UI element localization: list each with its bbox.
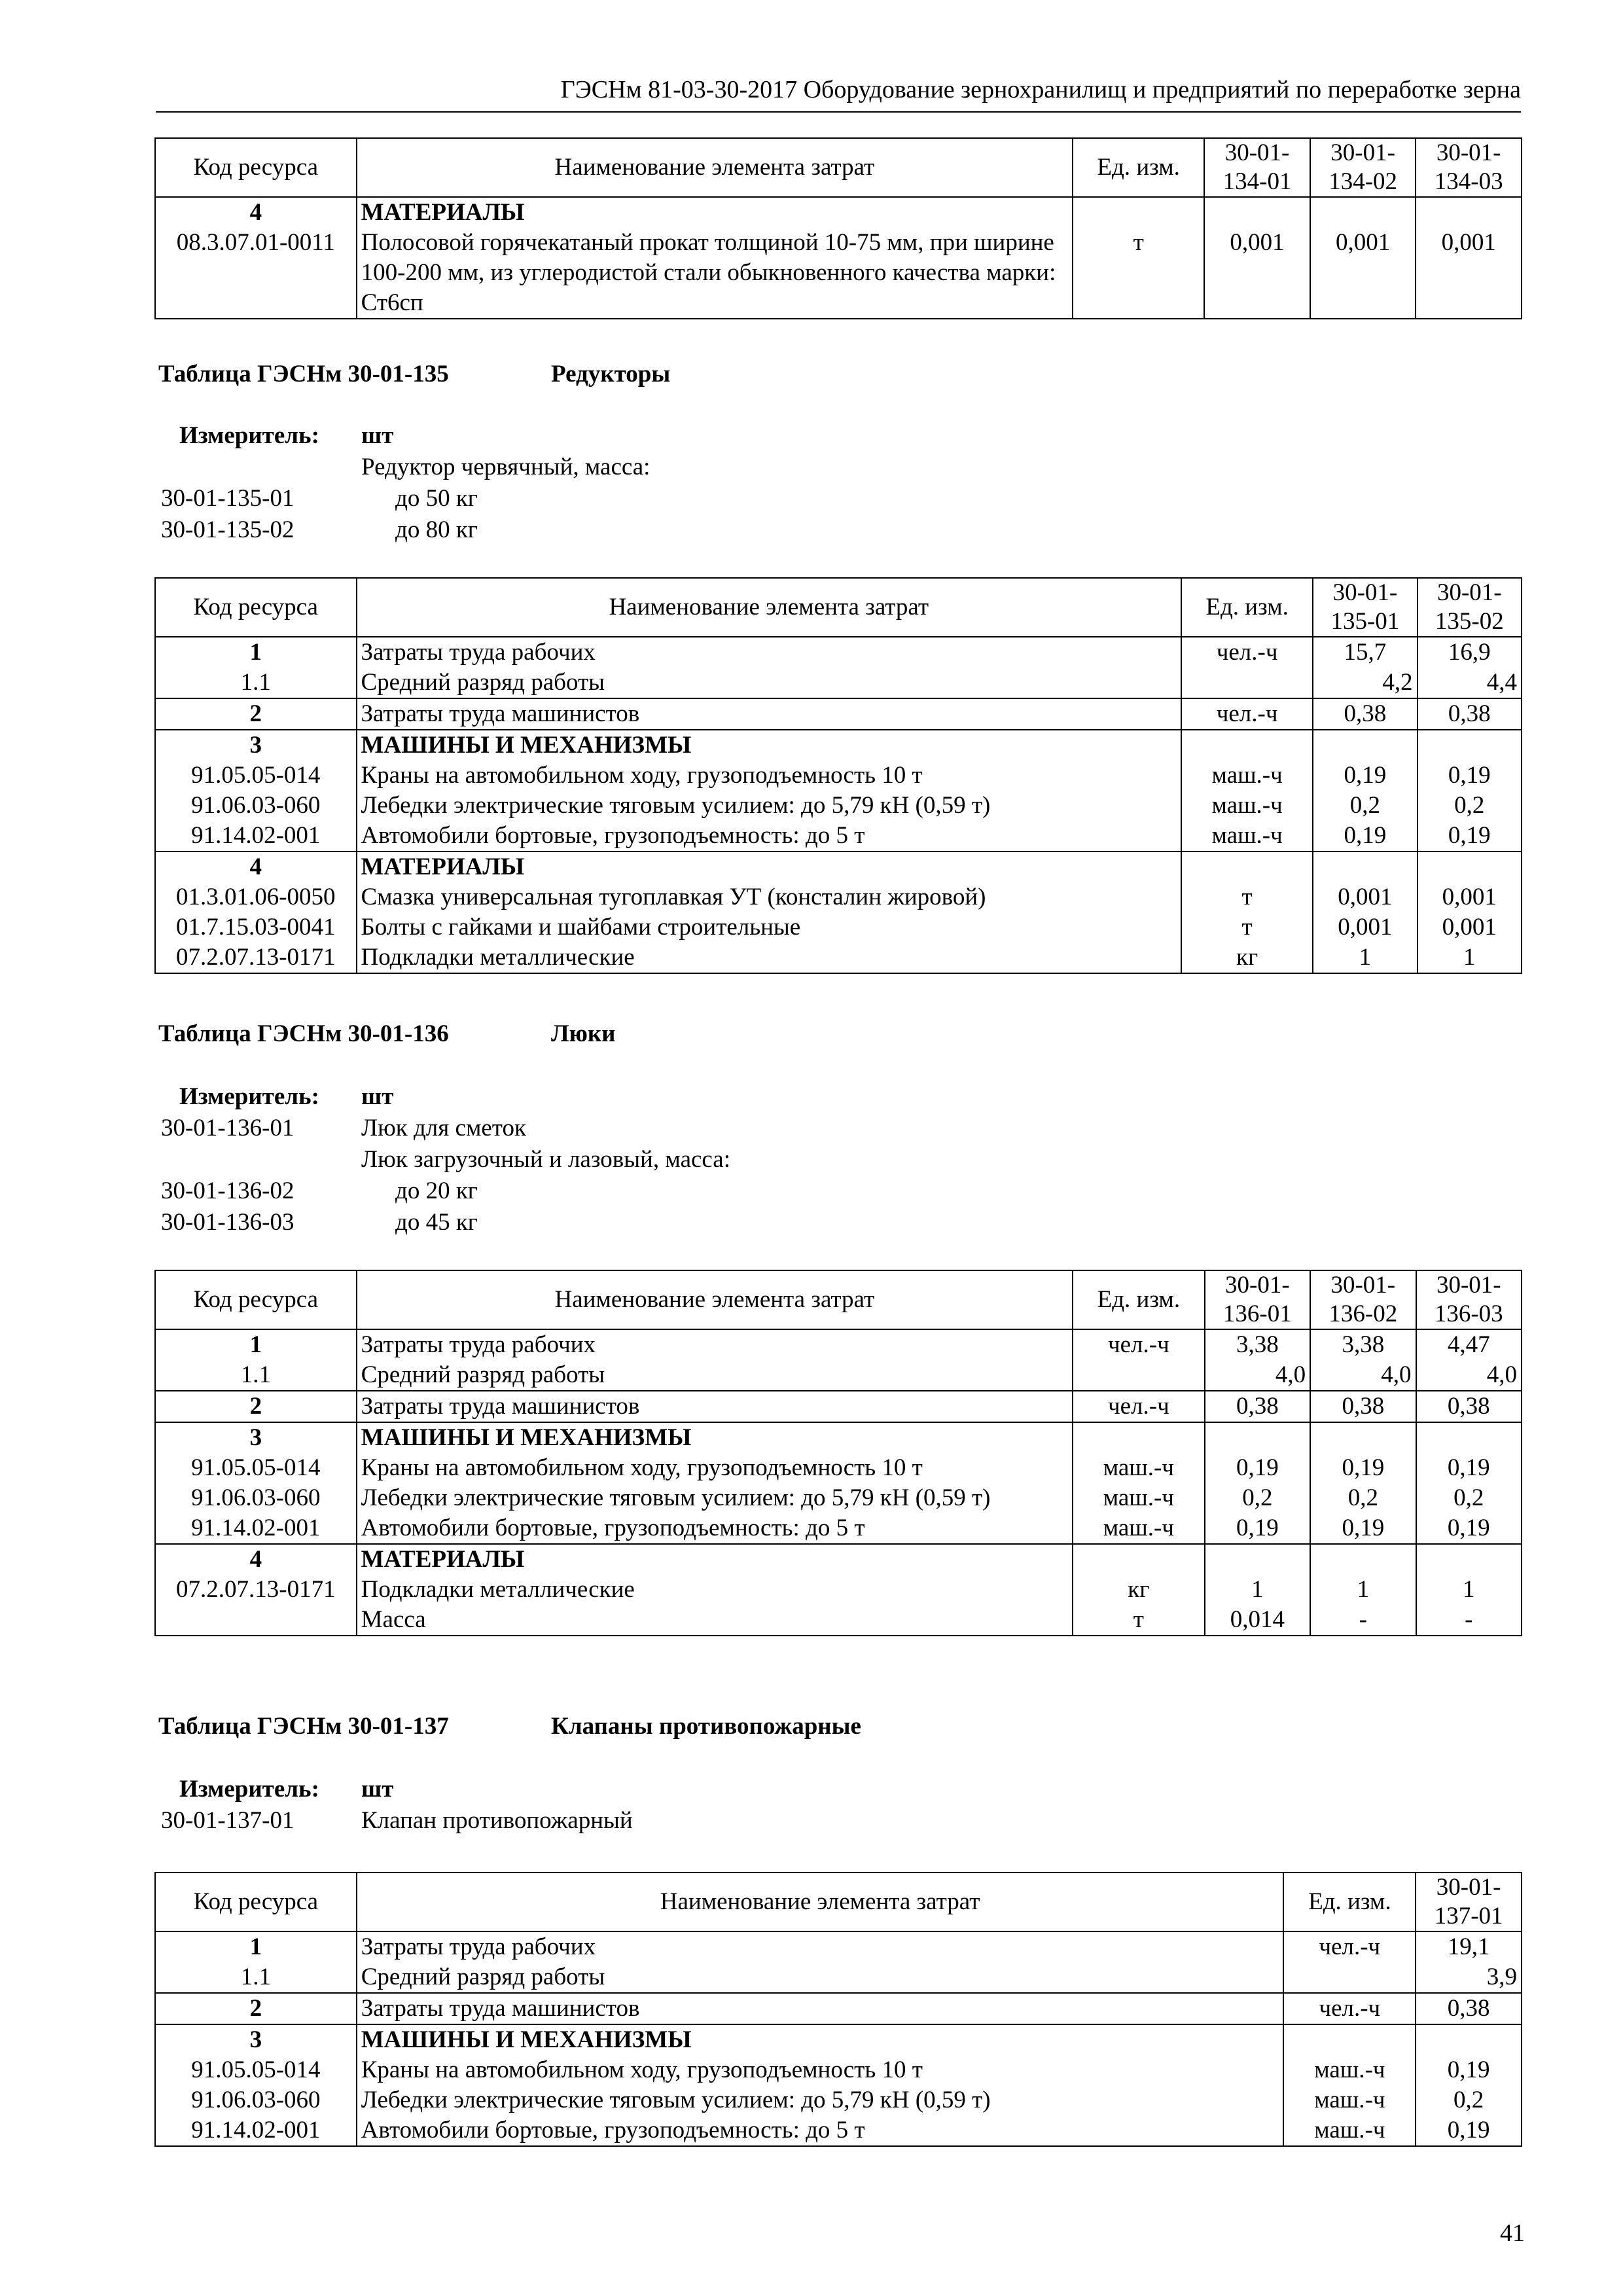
norm-value xyxy=(1310,1544,1416,1575)
resource-code: 2 xyxy=(155,698,357,730)
norm-value: 0,001 xyxy=(1418,882,1522,912)
norm-value: 0,2 xyxy=(1313,791,1417,821)
norm-value: 0,001 xyxy=(1416,228,1522,319)
header-code: Код ресурса xyxy=(155,578,357,637)
norm-value: 0,001 xyxy=(1310,228,1416,319)
norm-description-row xyxy=(161,1207,730,1238)
norm-value xyxy=(1416,197,1522,228)
table-row xyxy=(155,1962,1522,1993)
resource-code: 3 xyxy=(155,1422,357,1453)
norm-value: 0,38 xyxy=(1313,698,1417,730)
norm-value: 0,38 xyxy=(1416,1391,1522,1422)
header-norm-column: 30-01- 134-01 xyxy=(1204,138,1310,197)
resource-code: 91.06.03-060 xyxy=(155,791,357,821)
resource-name: Масса xyxy=(357,1605,1073,1636)
table-137-meter xyxy=(161,1774,633,1837)
norm-value: 0,38 xyxy=(1418,698,1522,730)
norm-value xyxy=(1418,730,1522,761)
table-row xyxy=(155,2085,1522,2115)
norm-value: 3,38 xyxy=(1205,1329,1311,1360)
norm-value xyxy=(1418,852,1522,882)
table-row xyxy=(155,1483,1522,1513)
resource-name: МАШИНЫ И МЕХАНИЗМЫ xyxy=(357,2024,1284,2055)
table-135-title xyxy=(158,360,670,388)
table-row xyxy=(155,852,1522,882)
resource-code: 01.7.15.03-0041 xyxy=(155,912,357,942)
resource-name: МАТЕРИАЛЫ xyxy=(357,197,1073,228)
table-row xyxy=(155,1544,1522,1575)
resource-unit: т xyxy=(1073,228,1204,319)
table-137-name: Клапаны противопожарные xyxy=(551,1713,861,1740)
resource-unit: чел.-ч xyxy=(1073,1391,1204,1422)
resource-name: Краны на автомобильном ходу, грузоподъемность 10 т xyxy=(357,2055,1284,2085)
norm-value: 1 xyxy=(1310,1575,1416,1605)
table-row xyxy=(155,882,1522,912)
header-name: Наименование элемента затрат xyxy=(357,138,1073,197)
norm-value: 4,47 xyxy=(1416,1329,1522,1360)
resource-unit: т xyxy=(1073,1605,1204,1636)
table-135-label: Таблица ГЭСНм 30-01-135 xyxy=(158,361,449,387)
header-norm-column: 30-01- 134-02 xyxy=(1310,138,1416,197)
resource-name: Автомобили бортовые, грузоподъемность: до 5 т xyxy=(357,2115,1284,2146)
norm-value: 3,9 xyxy=(1416,1962,1522,1993)
resource-code: 91.14.02-001 xyxy=(155,2115,357,2146)
table-row xyxy=(155,1391,1522,1422)
resource-unit xyxy=(1181,730,1313,761)
resource-unit: кг xyxy=(1073,1575,1204,1605)
header-code: Код ресурса xyxy=(155,1873,357,1931)
table-row xyxy=(155,2055,1522,2085)
norm-value: 0,38 xyxy=(1205,1391,1311,1422)
table-row xyxy=(155,698,1522,730)
table-136-label: Таблица ГЭСНм 30-01-136 xyxy=(158,1020,449,1047)
header-code: Код ресурса xyxy=(155,138,357,197)
resource-name: МАШИНЫ И МЕХАНИЗМЫ xyxy=(357,1422,1073,1453)
table-row xyxy=(155,2115,1522,2146)
table-header-row xyxy=(155,138,1522,197)
header-unit: Ед. изм. xyxy=(1181,578,1313,637)
resource-name: Лебедки электрические тяговым усилием: до 5,79 кН (0,59 т) xyxy=(357,1483,1073,1513)
resource-unit: маш.-ч xyxy=(1181,821,1313,852)
norm-description-row xyxy=(161,514,650,546)
norm-value: 0,001 xyxy=(1418,912,1522,942)
norm-description-row xyxy=(161,483,650,514)
resource-name: Подкладки металлические xyxy=(357,1575,1073,1605)
norm-value: 0,2 xyxy=(1205,1483,1311,1513)
header-unit: Ед. изм. xyxy=(1073,1270,1204,1329)
norm-text: Люк загрузочный и лазовый, масса: xyxy=(361,1146,730,1173)
table-row xyxy=(155,637,1522,668)
resource-unit: маш.-ч xyxy=(1073,1453,1204,1483)
table-row xyxy=(155,197,1522,228)
resource-unit xyxy=(1181,668,1313,698)
page-header: ГЭСНм 81-03-30-2017 Оборудование зернохранилищ и предприятий по переработке зерна xyxy=(156,73,1521,113)
norm-value: 4,0 xyxy=(1205,1360,1311,1391)
resource-unit: чел.-ч xyxy=(1283,1931,1416,1962)
norm-text: до 20 кг xyxy=(395,1177,478,1204)
norm-description-row xyxy=(161,1805,633,1837)
norm-code xyxy=(161,452,361,483)
resource-unit: маш.-ч xyxy=(1283,2115,1416,2146)
resource-code: 91.05.05-014 xyxy=(155,2055,357,2085)
meter-row xyxy=(161,1774,633,1805)
norm-value: - xyxy=(1310,1605,1416,1636)
table-row xyxy=(155,1575,1522,1605)
table-row xyxy=(155,912,1522,942)
resource-code: 4 xyxy=(155,197,357,228)
norm-value: 15,7 xyxy=(1313,637,1417,668)
norm-value: 0,19 xyxy=(1416,2055,1522,2085)
resource-name: Краны на автомобильном ходу, грузоподъемность 10 т xyxy=(357,1453,1073,1483)
resource-code: 91.06.03-060 xyxy=(155,2085,357,2115)
resource-name: Средний разряд работы xyxy=(357,668,1182,698)
resource-name: Затраты труда рабочих xyxy=(357,637,1182,668)
table-row xyxy=(155,1513,1522,1544)
resource-name: Затраты труда машинистов xyxy=(357,1993,1284,2024)
table-136-name: Люки xyxy=(551,1020,616,1047)
resource-table-134 xyxy=(154,137,1522,319)
resource-unit: маш.-ч xyxy=(1181,761,1313,791)
norm-value: 1 xyxy=(1416,1575,1522,1605)
norm-value: 0,19 xyxy=(1205,1513,1311,1544)
resource-unit xyxy=(1181,852,1313,882)
norm-value: 1 xyxy=(1205,1575,1311,1605)
header-code: Код ресурса xyxy=(155,1270,357,1329)
header-unit: Ед. изм. xyxy=(1283,1873,1416,1931)
norm-value: 0,19 xyxy=(1418,761,1522,791)
table-row xyxy=(155,1931,1522,1962)
table-row xyxy=(155,228,1522,319)
resource-name: Полосовой горячекатаный прокат толщиной 10-75 мм, при ширине 100-200 мм, из углеродистой стали обыкновенного качества марки: Ст6сп xyxy=(357,228,1073,319)
resource-code: 3 xyxy=(155,730,357,761)
header-name: Наименование элемента затрат xyxy=(357,1873,1284,1931)
norm-value: 0,014 xyxy=(1205,1605,1311,1636)
resource-name: Затраты труда рабочих xyxy=(357,1329,1073,1360)
table-header-row xyxy=(155,578,1522,637)
norm-code: 30-01-136-03 xyxy=(161,1209,294,1236)
table-row xyxy=(155,2024,1522,2055)
norm-value: 0,001 xyxy=(1313,912,1417,942)
resource-name: Автомобили бортовые, грузоподъемность: до 5 т xyxy=(357,1513,1073,1544)
meter-label: Измеритель: xyxy=(179,422,319,449)
norm-value: 0,2 xyxy=(1416,1483,1522,1513)
resource-code: 1.1 xyxy=(155,1962,357,1993)
table-137-label: Таблица ГЭСНм 30-01-137 xyxy=(158,1713,449,1740)
norm-value: - xyxy=(1416,1605,1522,1636)
norm-value: 0,19 xyxy=(1310,1453,1416,1483)
page-number: 41 xyxy=(1500,2219,1525,2247)
norm-value: 1 xyxy=(1313,942,1417,973)
resource-unit: чел.-ч xyxy=(1283,1993,1416,2024)
table-header-row xyxy=(155,1873,1522,1931)
resource-name: МАШИНЫ И МЕХАНИЗМЫ xyxy=(357,730,1182,761)
norm-value: 4,2 xyxy=(1313,668,1417,698)
header-unit: Ед. изм. xyxy=(1073,138,1204,197)
meter-value: шт xyxy=(361,422,394,449)
norm-value: 0,19 xyxy=(1310,1513,1416,1544)
resource-code: 4 xyxy=(155,852,357,882)
norm-value: 0,38 xyxy=(1416,1993,1522,2024)
resource-name: МАТЕРИАЛЫ xyxy=(357,1544,1073,1575)
norm-value: 0,2 xyxy=(1418,791,1522,821)
table-row xyxy=(155,730,1522,761)
norm-value: 0,19 xyxy=(1313,821,1417,852)
table-row xyxy=(155,821,1522,852)
resource-table-136 xyxy=(154,1270,1522,1636)
norm-value: 3,38 xyxy=(1310,1329,1416,1360)
resource-table-137 xyxy=(154,1872,1522,2147)
table-row xyxy=(155,668,1522,698)
resource-unit: маш.-ч xyxy=(1181,791,1313,821)
meter-value: шт xyxy=(361,1083,394,1110)
norm-code: 30-01-135-01 xyxy=(161,485,294,512)
resource-code: 91.06.03-060 xyxy=(155,1483,357,1513)
table-136-meter xyxy=(161,1081,730,1238)
norm-text: до 50 кг xyxy=(395,485,478,512)
norm-code: 30-01-136-02 xyxy=(161,1177,294,1204)
resource-unit: маш.-ч xyxy=(1073,1513,1204,1544)
resource-code: 91.14.02-001 xyxy=(155,1513,357,1544)
norm-value: 4,0 xyxy=(1310,1360,1416,1391)
meter-label: Измеритель: xyxy=(179,1776,319,1803)
header-name: Наименование элемента затрат xyxy=(357,578,1182,637)
table-row xyxy=(155,791,1522,821)
resource-code: 1.1 xyxy=(155,668,357,698)
norm-value xyxy=(1205,1422,1311,1453)
table-137-title xyxy=(158,1712,861,1740)
resource-name: Лебедки электрические тяговым усилием: до 5,79 кН (0,59 т) xyxy=(357,791,1182,821)
resource-name: Затраты труда машинистов xyxy=(357,1391,1073,1422)
norm-value: 0,19 xyxy=(1418,821,1522,852)
resource-name: Болты с гайками и шайбами строительные xyxy=(357,912,1182,942)
resource-name: Затраты труда рабочих xyxy=(357,1931,1284,1962)
meter-row xyxy=(161,1081,730,1113)
norm-description-row xyxy=(161,1175,730,1207)
meter-row xyxy=(161,420,650,452)
table-row xyxy=(155,1605,1522,1636)
table-row xyxy=(155,942,1522,973)
header-norm-column: 30-01- 136-01 xyxy=(1205,1270,1311,1329)
resource-unit: маш.-ч xyxy=(1073,1483,1204,1513)
resource-name: Краны на автомобильном ходу, грузоподъемность 10 т xyxy=(357,761,1182,791)
norm-value: 4,0 xyxy=(1416,1360,1522,1391)
norm-value: 0,19 xyxy=(1416,1513,1522,1544)
resource-unit: чел.-ч xyxy=(1181,637,1313,668)
resource-unit xyxy=(1073,1360,1204,1391)
resource-unit xyxy=(1073,197,1204,228)
resource-unit xyxy=(1283,2024,1416,2055)
norm-description-row xyxy=(161,1144,730,1175)
norm-text: Клапан противопожарный xyxy=(361,1807,633,1834)
resource-name: Автомобили бортовые, грузоподъемность: до 5 т xyxy=(357,821,1182,852)
norm-value: 0,19 xyxy=(1416,1453,1522,1483)
resource-unit: т xyxy=(1181,912,1313,942)
resource-code: 3 xyxy=(155,2024,357,2055)
resource-unit: чел.-ч xyxy=(1181,698,1313,730)
norm-value xyxy=(1416,1544,1522,1575)
norm-text: до 45 кг xyxy=(395,1209,478,1236)
resource-name: МАТЕРИАЛЫ xyxy=(357,852,1182,882)
norm-text: Люк для сметок xyxy=(361,1115,526,1141)
table-135-name: Редукторы xyxy=(551,361,671,387)
norm-code: 30-01-137-01 xyxy=(161,1807,294,1834)
resource-code: 08.3.07.01-0011 xyxy=(155,228,357,319)
norm-description-row xyxy=(161,452,650,483)
norm-value: 0,001 xyxy=(1204,228,1310,319)
resource-unit: чел.-ч xyxy=(1073,1329,1204,1360)
resource-code: 1.1 xyxy=(155,1360,357,1391)
norm-value: 19,1 xyxy=(1416,1931,1522,1962)
header-norm-column: 30-01- 135-01 xyxy=(1313,578,1417,637)
norm-value: 0,001 xyxy=(1313,882,1417,912)
meter-value: шт xyxy=(361,1776,394,1803)
norm-value xyxy=(1310,1422,1416,1453)
norm-value: 1 xyxy=(1418,942,1522,973)
norm-code: 30-01-135-02 xyxy=(161,516,294,543)
norm-value xyxy=(1416,2024,1522,2055)
header-norm-column: 30-01- 136-02 xyxy=(1310,1270,1416,1329)
norm-description-row xyxy=(161,1113,730,1144)
resource-code: 91.05.05-014 xyxy=(155,761,357,791)
table-row xyxy=(155,1422,1522,1453)
resource-code: 91.14.02-001 xyxy=(155,821,357,852)
resource-unit: маш.-ч xyxy=(1283,2085,1416,2115)
resource-unit: маш.-ч xyxy=(1283,2055,1416,2085)
norm-value xyxy=(1313,730,1417,761)
norm-value: 0,19 xyxy=(1416,2115,1522,2146)
norm-value: 0,19 xyxy=(1313,761,1417,791)
norm-text: Редуктор червячный, масса: xyxy=(361,454,651,480)
norm-code xyxy=(161,1144,361,1175)
norm-value: 0,2 xyxy=(1310,1483,1416,1513)
resource-name: Затраты труда машинистов xyxy=(357,698,1182,730)
resource-unit: т xyxy=(1181,882,1313,912)
header-norm-column: 30-01- 135-02 xyxy=(1418,578,1522,637)
header-norm-column: 30-01- 137-01 xyxy=(1416,1873,1522,1931)
resource-name: Подкладки металлические xyxy=(357,942,1182,973)
resource-name: Смазка универсальная тугоплавкая УТ (консталин жировой) xyxy=(357,882,1182,912)
table-135-meter xyxy=(161,420,650,546)
resource-code: 07.2.07.13-0171 xyxy=(155,1575,357,1605)
norm-value: 0,38 xyxy=(1310,1391,1416,1422)
header-norm-column: 30-01- 136-03 xyxy=(1416,1270,1522,1329)
norm-value xyxy=(1310,197,1416,228)
resource-code: 1 xyxy=(155,1329,357,1360)
table-row xyxy=(155,1993,1522,2024)
table-row xyxy=(155,761,1522,791)
norm-value: 0,19 xyxy=(1205,1453,1311,1483)
resource-code: 2 xyxy=(155,1391,357,1422)
resource-unit: кг xyxy=(1181,942,1313,973)
resource-code: 01.3.01.06-0050 xyxy=(155,882,357,912)
resource-code: 1 xyxy=(155,1931,357,1962)
norm-value xyxy=(1204,197,1310,228)
resource-code: 91.05.05-014 xyxy=(155,1453,357,1483)
table-row xyxy=(155,1453,1522,1483)
resource-code: 1 xyxy=(155,637,357,668)
table-136-title xyxy=(158,1020,615,1048)
norm-code: 30-01-136-01 xyxy=(161,1115,294,1141)
header-name: Наименование элемента затрат xyxy=(357,1270,1073,1329)
resource-name: Средний разряд работы xyxy=(357,1962,1284,1993)
resource-name: Лебедки электрические тяговым усилием: до 5,79 кН (0,59 т) xyxy=(357,2085,1284,2115)
norm-value: 16,9 xyxy=(1418,637,1522,668)
resource-code: 2 xyxy=(155,1993,357,2024)
resource-code: 07.2.07.13-0171 xyxy=(155,942,357,973)
norm-text: до 80 кг xyxy=(395,516,478,543)
norm-value: 4,4 xyxy=(1418,668,1522,698)
resource-code xyxy=(155,1605,357,1636)
resource-name: Средний разряд работы xyxy=(357,1360,1073,1391)
norm-value xyxy=(1416,1422,1522,1453)
resource-unit xyxy=(1073,1422,1204,1453)
resource-code: 4 xyxy=(155,1544,357,1575)
resource-unit xyxy=(1073,1544,1204,1575)
norm-value xyxy=(1313,852,1417,882)
resource-table-135 xyxy=(154,577,1522,974)
table-header-row xyxy=(155,1270,1522,1329)
resource-unit xyxy=(1283,1962,1416,1993)
norm-value xyxy=(1205,1544,1311,1575)
table-row xyxy=(155,1329,1522,1360)
table-row xyxy=(155,1360,1522,1391)
norm-value: 0,2 xyxy=(1416,2085,1522,2115)
meter-label: Измеритель: xyxy=(179,1083,319,1110)
header-norm-column: 30-01- 134-03 xyxy=(1416,138,1522,197)
